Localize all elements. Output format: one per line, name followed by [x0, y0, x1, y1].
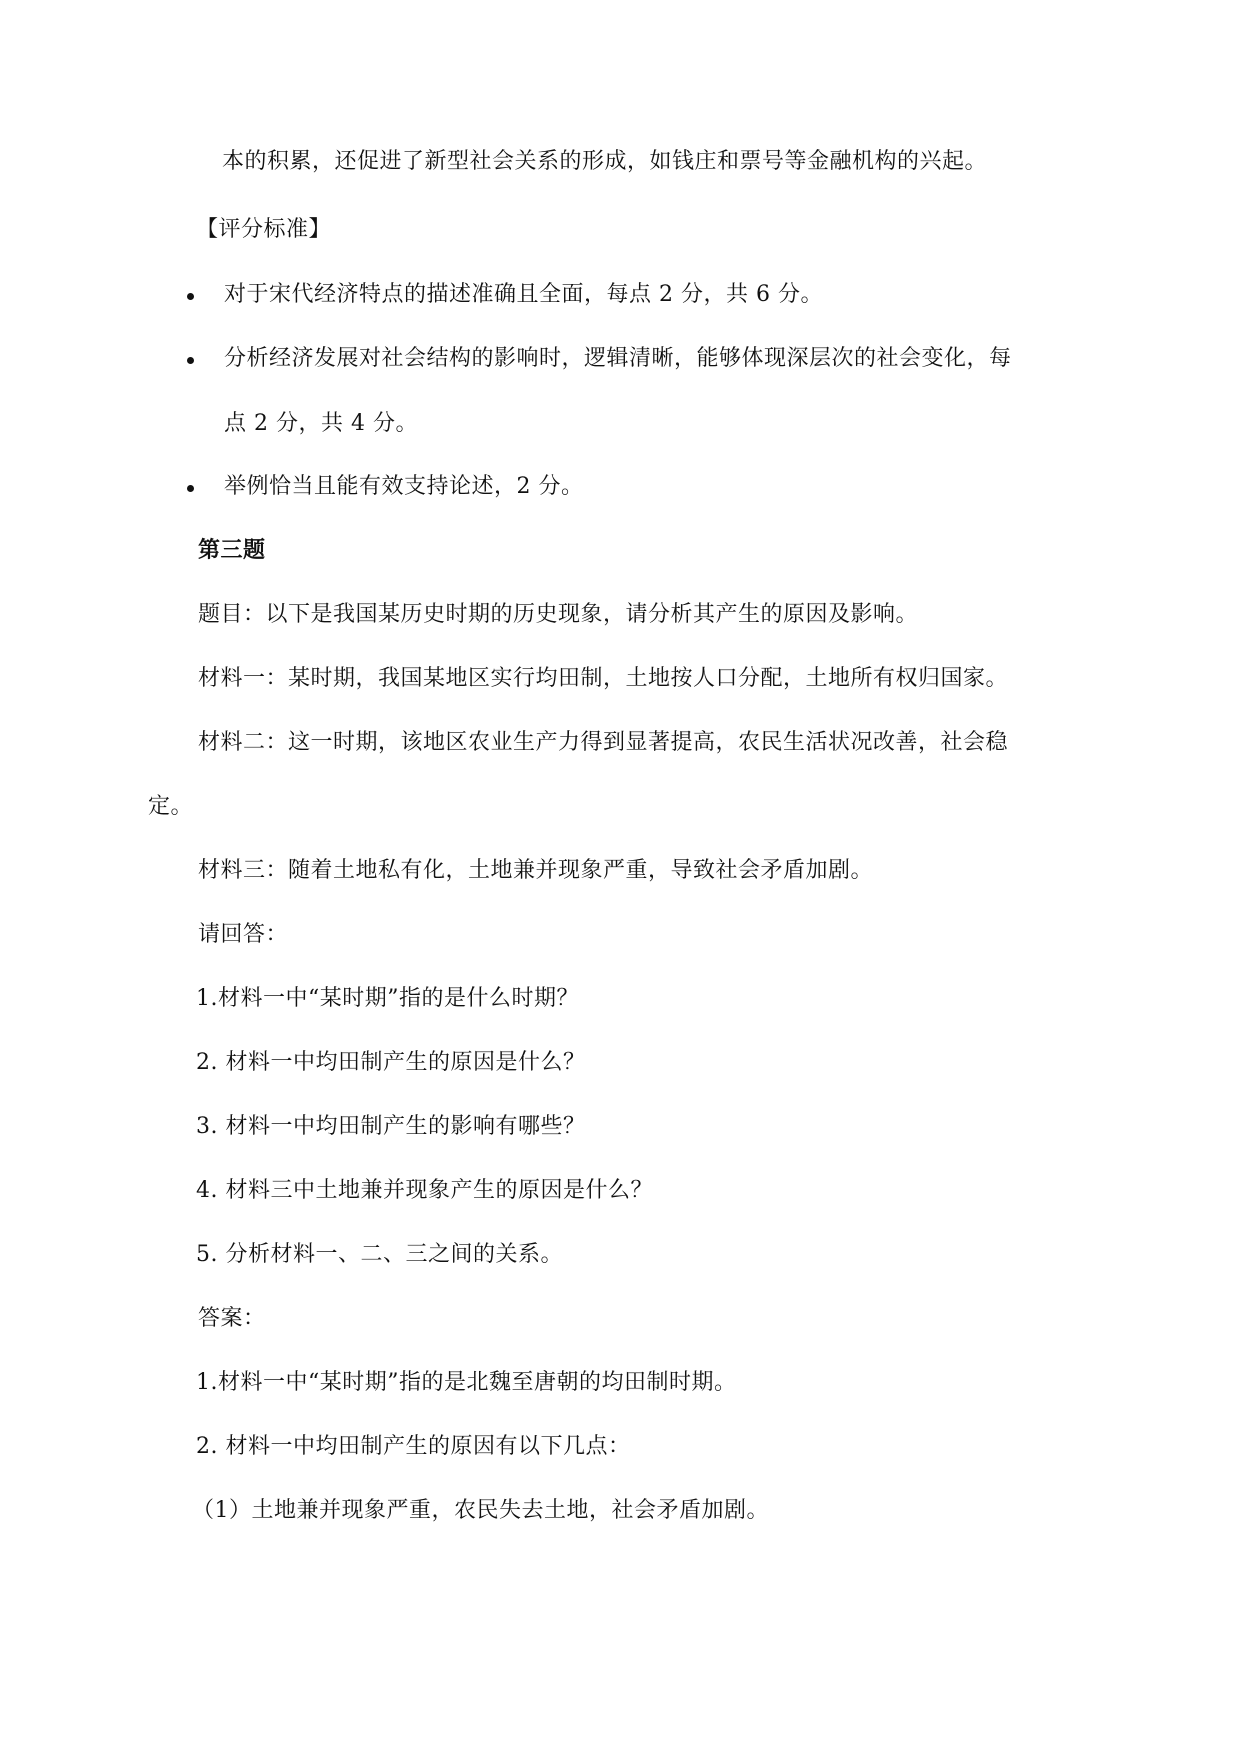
- bullet-icon: [187, 485, 194, 492]
- answer-item: 2. 材料一中均田制产生的原因有以下几点：: [196, 1434, 631, 1459]
- scoring-heading: 【评分标准】: [196, 217, 332, 242]
- material-3: 材料三：随着土地私有化，土地兼并现象严重，导致社会矛盾加剧。: [198, 858, 874, 883]
- answer-label: 答案：: [198, 1306, 266, 1331]
- question-prompt: 题目：以下是我国某历史时期的历史现象，请分析其产生的原因及影响。: [198, 602, 919, 627]
- answer-item: （1）土地兼并现象严重，农民失去土地，社会矛盾加剧。: [192, 1498, 769, 1523]
- question-item: 1.材料一中“某时期”指的是什么时期？: [196, 986, 579, 1011]
- continuation-line: 本的积累，还促进了新型社会关系的形成，如钱庄和票号等金融机构的兴起。: [222, 149, 988, 174]
- bullet-icon: [187, 293, 194, 300]
- material-1: 材料一：某时期，我国某地区实行均田制，土地按人口分配，土地所有权归国家。: [198, 666, 1009, 691]
- answer-item: 1.材料一中“某时期”指的是北魏至唐朝的均田制时期。: [196, 1370, 737, 1395]
- question-item: 4. 材料三中土地兼并现象产生的原因是什么？: [196, 1178, 653, 1203]
- bullet-icon: [187, 357, 194, 364]
- scoring-item: 举例恰当且能有效支持论述，2 分。: [224, 474, 584, 499]
- material-2: 材料二：这一时期，该地区农业生产力得到显著提高，农民生活状况改善，社会稳: [198, 730, 1009, 755]
- question-item: 5. 分析材料一、二、三之间的关系。: [196, 1242, 563, 1267]
- section-title: 第三题: [198, 538, 266, 563]
- question-item: 3. 材料一中均田制产生的影响有哪些？: [196, 1114, 586, 1139]
- scoring-item: 分析经济发展对社会结构的影响时，逻辑清晰，能够体现深层次的社会变化，每: [224, 346, 1012, 371]
- scoring-item-continuation: 点 2 分，共 4 分。: [224, 411, 418, 436]
- question-item: 2. 材料一中均田制产生的原因是什么？: [196, 1050, 586, 1075]
- please-answer-label: 请回答：: [198, 922, 289, 947]
- scoring-item: 对于宋代经济特点的描述准确且全面，每点 2 分，共 6 分。: [224, 282, 823, 307]
- material-2-continuation: 定。: [148, 794, 194, 819]
